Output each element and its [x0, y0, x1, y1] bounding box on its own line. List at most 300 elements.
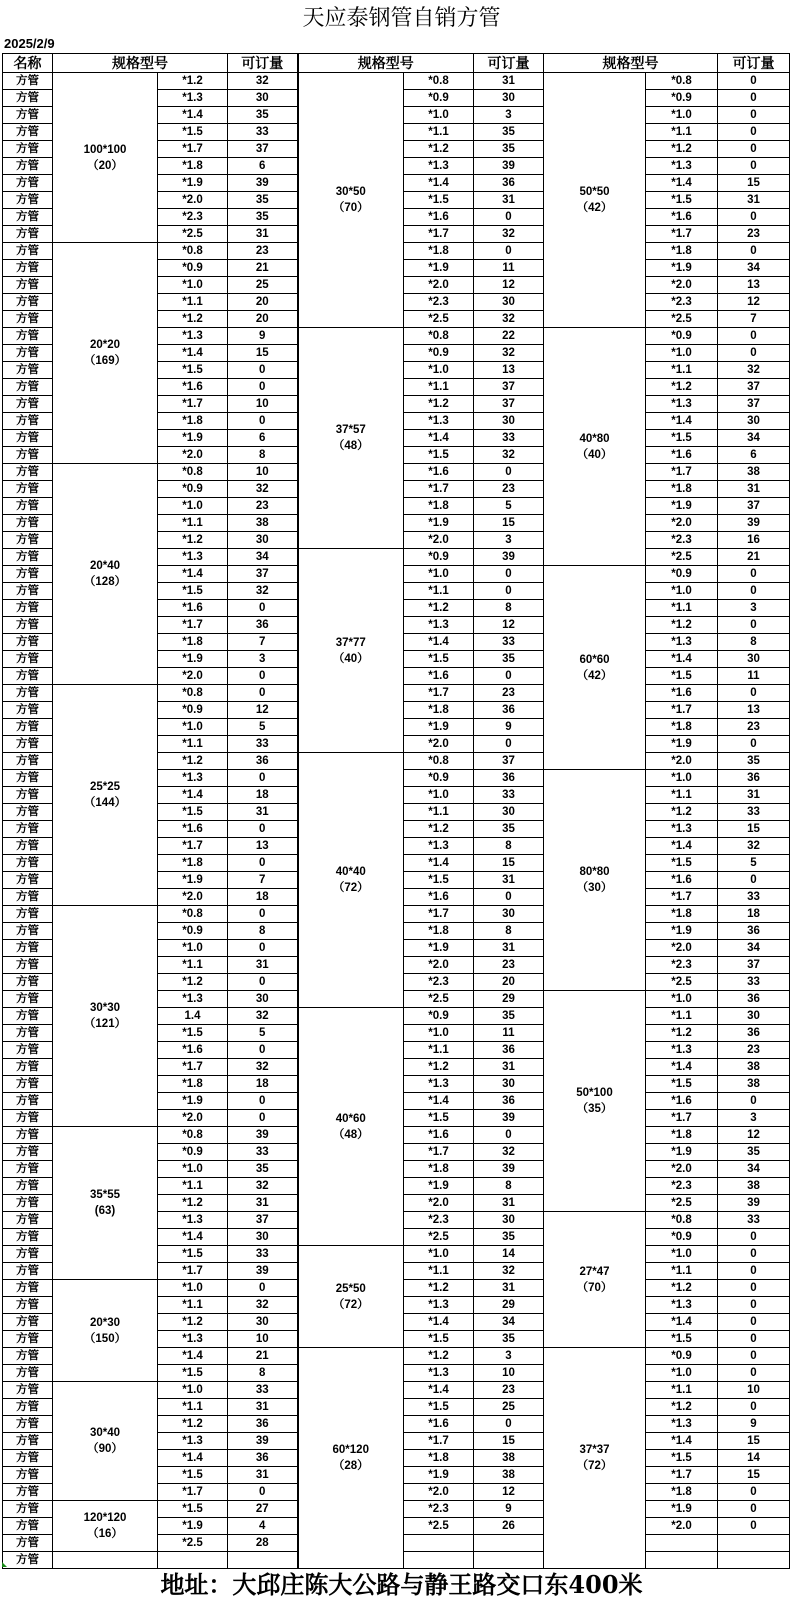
quantity-cell: 30: [474, 906, 544, 923]
thickness-cell: *1.1: [646, 1263, 718, 1280]
quantity-cell: 36: [228, 617, 298, 634]
thickness-cell: *0.8: [158, 906, 228, 923]
quantity-cell: 37: [474, 396, 544, 413]
thickness-cell: *1.0: [404, 1025, 474, 1042]
quantity-cell: 32: [228, 1059, 298, 1076]
spec-total: （48）: [332, 440, 369, 452]
product-name-cell: 方管: [3, 617, 53, 634]
quantity-cell: 0: [228, 1093, 298, 1110]
quantity-cell: 10: [228, 396, 298, 413]
header-name: 名称: [3, 54, 53, 73]
quantity-cell: 7: [718, 311, 790, 328]
thickness-cell: *2.0: [158, 668, 228, 685]
thickness-cell: *1.4: [158, 787, 228, 804]
thickness-cell: *1.8: [404, 702, 474, 719]
quantity-cell: [718, 1535, 790, 1552]
header-row: [3, 54, 790, 73]
quantity-cell: 8: [228, 447, 298, 464]
spec-size: 100*100: [83, 143, 127, 156]
quantity-cell: 30: [718, 413, 790, 430]
thickness-cell: *1.5: [158, 1467, 228, 1484]
product-name-cell: 方管: [3, 1093, 53, 1110]
spec-size: 80*80: [579, 866, 610, 878]
thickness-cell: *2.0: [158, 192, 228, 209]
quantity-cell: 0: [474, 1416, 544, 1433]
spec-size: 40*40: [335, 866, 366, 878]
thickness-cell: *1.7: [158, 141, 228, 158]
thickness-cell: *1.4: [646, 413, 718, 430]
quantity-cell: 8: [474, 1178, 544, 1195]
quantity-cell: 8: [228, 923, 298, 940]
product-name-cell: 方管: [3, 532, 53, 549]
spec-size: 25*50: [335, 1282, 366, 1295]
thickness-cell: *1.1: [404, 1263, 474, 1280]
quantity-cell: 3: [718, 1110, 790, 1127]
thickness-cell: *1.5: [158, 1025, 228, 1042]
spec-group-cell: [544, 991, 646, 1212]
thickness-cell: *1.1: [646, 1008, 718, 1025]
spec-total: （169）: [83, 355, 127, 367]
thickness-cell: *2.3: [646, 532, 718, 549]
quantity-cell: 21: [228, 260, 298, 277]
thickness-cell: *1.6: [646, 447, 718, 464]
thickness-cell: *1.4: [158, 1229, 228, 1246]
product-name-cell: 方管: [3, 549, 53, 566]
thickness-cell: *0.8: [646, 73, 718, 90]
quantity-cell: 33: [718, 1212, 790, 1229]
thickness-cell: *1.1: [158, 515, 228, 532]
quantity-cell: 0: [474, 1127, 544, 1144]
thickness-cell: *1.2: [404, 1280, 474, 1297]
quantity-cell: 33: [718, 974, 790, 991]
spec-group-cell: [53, 73, 158, 243]
quantity-cell: 9: [718, 1416, 790, 1433]
quantity-cell: 23: [474, 481, 544, 498]
product-name-cell: 方管: [3, 1297, 53, 1314]
quantity-cell: 21: [718, 549, 790, 566]
quantity-cell: 31: [474, 1195, 544, 1212]
quantity-cell: 0: [228, 855, 298, 872]
quantity-cell: 0: [228, 379, 298, 396]
quantity-cell: 0: [718, 73, 790, 90]
spec-total: （16）: [87, 1528, 123, 1540]
quantity-cell: 18: [718, 906, 790, 923]
thickness-cell: *2.0: [158, 889, 228, 906]
quantity-cell: 31: [474, 192, 544, 209]
quantity-cell: 0: [718, 90, 790, 107]
thickness-cell: *1.7: [158, 617, 228, 634]
spec-total: （28）: [332, 1460, 369, 1472]
thickness-cell: *1.3: [404, 1365, 474, 1382]
thickness-cell: *1.5: [158, 1246, 228, 1263]
thickness-cell: *1.3: [158, 328, 228, 345]
product-name-cell: 方管: [3, 1552, 53, 1569]
thickness-cell: *1.0: [158, 719, 228, 736]
quantity-cell: 11: [718, 668, 790, 685]
thickness-cell: *1.0: [158, 1382, 228, 1399]
thickness-cell: *1.9: [404, 1467, 474, 1484]
product-name-cell: 方管: [3, 1518, 53, 1535]
thickness-cell: *1.9: [646, 260, 718, 277]
quantity-cell: 33: [228, 124, 298, 141]
quantity-cell: 0: [228, 413, 298, 430]
thickness-cell: *1.9: [404, 260, 474, 277]
quantity-cell: 35: [718, 753, 790, 770]
product-name-cell: 方管: [3, 1246, 53, 1263]
quantity-cell: 38: [718, 1076, 790, 1093]
thickness-cell: *1.1: [404, 583, 474, 600]
product-name-cell: 方管: [3, 838, 53, 855]
quantity-cell: 33: [228, 1144, 298, 1161]
quantity-cell: 31: [718, 192, 790, 209]
thickness-cell: *2.0: [646, 1518, 718, 1535]
quantity-cell: 23: [228, 498, 298, 515]
quantity-cell: 9: [474, 719, 544, 736]
product-name-cell: 方管: [3, 1348, 53, 1365]
thickness-cell: *1.4: [646, 1059, 718, 1076]
thickness-cell: *1.9: [646, 1144, 718, 1161]
quantity-cell: 0: [228, 1280, 298, 1297]
quantity-cell: 35: [228, 192, 298, 209]
quantity-cell: 0: [718, 345, 790, 362]
thickness-cell: *1.7: [646, 702, 718, 719]
product-name-cell: 方管: [3, 668, 53, 685]
thickness-cell: *1.1: [646, 787, 718, 804]
thickness-cell: *1.9: [158, 1093, 228, 1110]
quantity-cell: 36: [718, 1025, 790, 1042]
spec-total: （128）: [83, 576, 127, 588]
quantity-cell: 0: [718, 1399, 790, 1416]
quantity-cell: 33: [718, 804, 790, 821]
quantity-cell: 35: [228, 209, 298, 226]
thickness-cell: *1.2: [158, 974, 228, 991]
quantity-cell: 38: [228, 515, 298, 532]
quantity-cell: 10: [228, 1331, 298, 1348]
thickness-cell: *1.0: [646, 991, 718, 1008]
thickness-cell: *1.9: [646, 498, 718, 515]
spec-group-cell: [298, 328, 404, 549]
thickness-cell: *1.5: [158, 804, 228, 821]
thickness-cell: *2.5: [404, 311, 474, 328]
product-name-cell: 方管: [3, 566, 53, 583]
quantity-cell: 0: [718, 1280, 790, 1297]
thickness-cell: *1.7: [646, 226, 718, 243]
thickness-cell: *1.6: [646, 1093, 718, 1110]
thickness-cell: *2.3: [646, 1178, 718, 1195]
quantity-cell: 0: [718, 1518, 790, 1535]
quantity-cell: 0: [474, 243, 544, 260]
quantity-cell: 32: [228, 583, 298, 600]
thickness-cell: *0.9: [158, 923, 228, 940]
product-name-cell: 方管: [3, 1212, 53, 1229]
thickness-cell: *2.5: [158, 1535, 228, 1552]
quantity-cell: 20: [228, 294, 298, 311]
thickness-cell: *1.7: [404, 1433, 474, 1450]
quantity-cell: 0: [718, 872, 790, 889]
thickness-cell: *1.0: [646, 1365, 718, 1382]
thickness-cell: *1.5: [404, 1331, 474, 1348]
product-name-cell: 方管: [3, 243, 53, 260]
thickness-cell: *2.0: [158, 447, 228, 464]
thickness-cell: *1.6: [158, 379, 228, 396]
quantity-cell: 34: [718, 1161, 790, 1178]
quantity-cell: 0: [718, 1263, 790, 1280]
quantity-cell: 35: [474, 1331, 544, 1348]
thickness-cell: *1.1: [158, 1178, 228, 1195]
quantity-cell: 23: [474, 1382, 544, 1399]
quantity-cell: 37: [718, 498, 790, 515]
thickness-cell: *1.0: [404, 107, 474, 124]
spec-total: （40）: [576, 448, 613, 461]
spec-group-cell: [53, 1382, 158, 1501]
spec-size: 30*40: [89, 1427, 121, 1439]
spec-group-cell: [544, 1212, 646, 1348]
quantity-cell: 32: [228, 481, 298, 498]
quantity-cell: [474, 1552, 544, 1569]
quantity-cell: 7: [228, 634, 298, 651]
thickness-cell: *1.2: [646, 617, 718, 634]
product-name-cell: 方管: [3, 974, 53, 991]
product-name-cell: 方管: [3, 107, 53, 124]
quantity-cell: 3: [474, 532, 544, 549]
quantity-cell: 25: [474, 1399, 544, 1416]
quantity-cell: 15: [718, 821, 790, 838]
thickness-cell: *2.5: [404, 1518, 474, 1535]
product-name-cell: 方管: [3, 685, 53, 702]
spec-group-cell: [53, 685, 158, 906]
quantity-cell: 37: [228, 566, 298, 583]
product-name-cell: 方管: [3, 209, 53, 226]
product-name-cell: 方管: [3, 1059, 53, 1076]
thickness-cell: *1.2: [646, 379, 718, 396]
thickness-cell: *1.6: [404, 464, 474, 481]
quantity-cell: 32: [474, 1263, 544, 1280]
product-name-cell: 方管: [3, 736, 53, 753]
quantity-cell: 13: [718, 277, 790, 294]
quantity-cell: 11: [474, 260, 544, 277]
cell-corner-marker: [2, 1562, 7, 1567]
quantity-cell: 23: [718, 719, 790, 736]
thickness-cell: *1.0: [646, 583, 718, 600]
page-title: 天应泰钢管自销方管: [302, 6, 501, 31]
quantity-cell: 33: [228, 736, 298, 753]
quantity-cell: 32: [228, 1008, 298, 1025]
thickness-cell: *1.9: [646, 736, 718, 753]
product-name-cell: 方管: [3, 1535, 53, 1552]
quantity-cell: 32: [718, 838, 790, 855]
thickness-cell: *1.0: [158, 940, 228, 957]
thickness-cell: *1.4: [646, 1433, 718, 1450]
thickness-cell: *1.8: [646, 481, 718, 498]
thickness-cell: *0.8: [158, 685, 228, 702]
thickness-cell: *1.1: [404, 804, 474, 821]
quantity-cell: 31: [474, 1059, 544, 1076]
thickness-cell: *1.0: [158, 277, 228, 294]
quantity-cell: 0: [718, 1314, 790, 1331]
quantity-cell: 30: [474, 294, 544, 311]
thickness-cell: *1.7: [404, 226, 474, 243]
quantity-cell: 0: [718, 1246, 790, 1263]
quantity-cell: 35: [718, 1144, 790, 1161]
thickness-cell: *1.2: [646, 804, 718, 821]
list-date: 2025/2/9: [4, 36, 55, 51]
quantity-cell: 20: [228, 311, 298, 328]
product-name-cell: 方管: [3, 1127, 53, 1144]
spec-size: 50*100: [576, 1087, 613, 1099]
product-name-cell: 方管: [3, 600, 53, 617]
thickness-cell: *2.0: [646, 515, 718, 532]
quantity-cell: 25: [228, 277, 298, 294]
thickness-cell: *1.4: [404, 1314, 474, 1331]
thickness-cell: *1.1: [646, 362, 718, 379]
quantity-cell: 12: [228, 702, 298, 719]
spec-total: （72）: [576, 1460, 613, 1472]
quantity-cell: 13: [228, 838, 298, 855]
thickness-cell: *1.2: [646, 1399, 718, 1416]
thickness-cell: *1.3: [404, 1076, 474, 1093]
quantity-cell: 0: [718, 243, 790, 260]
product-name-cell: 方管: [3, 991, 53, 1008]
thickness-cell: *1.5: [404, 1110, 474, 1127]
quantity-cell: 0: [718, 209, 790, 226]
thickness-cell: *2.3: [404, 1212, 474, 1229]
thickness-cell: *1.9: [158, 872, 228, 889]
product-name-cell: 方管: [3, 498, 53, 515]
quantity-cell: 31: [718, 481, 790, 498]
thickness-cell: *0.8: [158, 464, 228, 481]
product-name-cell: 方管: [3, 702, 53, 719]
thickness-cell: *1.3: [158, 90, 228, 107]
thickness-cell: *0.8: [646, 1212, 718, 1229]
quantity-cell: 16: [718, 532, 790, 549]
product-name-cell: 方管: [3, 260, 53, 277]
thickness-cell: *1.5: [646, 1331, 718, 1348]
thickness-cell: *1.1: [158, 957, 228, 974]
product-name-cell: 方管: [3, 277, 53, 294]
quantity-cell: 31: [474, 1280, 544, 1297]
quantity-cell: 18: [228, 889, 298, 906]
spec-size: 37*57: [335, 424, 366, 436]
thickness-cell: *1.3: [404, 1297, 474, 1314]
quantity-cell: 30: [718, 651, 790, 668]
quantity-cell: 8: [718, 634, 790, 651]
spec-total: （70）: [576, 1281, 613, 1294]
quantity-cell: 37: [474, 753, 544, 770]
thickness-cell: *1.7: [404, 481, 474, 498]
thickness-cell: *0.9: [158, 481, 228, 498]
quantity-cell: 8: [474, 600, 544, 617]
quantity-cell: 0: [718, 1331, 790, 1348]
quantity-cell: 34: [718, 940, 790, 957]
spec-group-cell: [298, 549, 404, 753]
quantity-cell: 0: [718, 107, 790, 124]
product-name-cell: 方管: [3, 1110, 53, 1127]
spec-group-cell: [298, 1348, 404, 1569]
quantity-cell: 0: [474, 464, 544, 481]
product-name-cell: 方管: [3, 430, 53, 447]
quantity-cell: 5: [228, 719, 298, 736]
quantity-cell: 30: [718, 1008, 790, 1025]
spec-group-cell: [544, 566, 646, 770]
product-name-cell: 方管: [3, 906, 53, 923]
thickness-cell: *1.2: [404, 1348, 474, 1365]
thickness-cell: *2.5: [404, 991, 474, 1008]
quantity-cell: 32: [474, 226, 544, 243]
thickness-cell: *1.2: [404, 396, 474, 413]
thickness-cell: *1.5: [404, 1399, 474, 1416]
spec-group-cell: [53, 464, 158, 685]
quantity-cell: 31: [474, 73, 544, 90]
thickness-cell: *1.6: [404, 1127, 474, 1144]
quantity-cell: 15: [474, 855, 544, 872]
thickness-cell: [158, 1552, 228, 1569]
thickness-cell: *1.4: [646, 651, 718, 668]
product-name-cell: 方管: [3, 379, 53, 396]
thickness-cell: *1.2: [158, 753, 228, 770]
spec-total: （48）: [332, 1128, 369, 1141]
spec-total: （42）: [576, 202, 613, 214]
thickness-cell: *2.3: [404, 974, 474, 991]
quantity-cell: 32: [474, 311, 544, 328]
thickness-cell: *2.3: [404, 294, 474, 311]
quantity-cell: 6: [718, 447, 790, 464]
quantity-cell: 36: [474, 1042, 544, 1059]
header-qty: 可订量: [718, 54, 790, 73]
thickness-cell: *1.7: [646, 889, 718, 906]
spec-total: （144）: [83, 797, 127, 809]
thickness-cell: *0.8: [404, 328, 474, 345]
thickness-cell: *1.3: [158, 549, 228, 566]
thickness-cell: *1.7: [646, 1110, 718, 1127]
quantity-cell: 33: [474, 787, 544, 804]
thickness-cell: *1.0: [158, 1161, 228, 1178]
thickness-cell: *1.0: [646, 345, 718, 362]
spec-total: （121）: [83, 1018, 127, 1030]
thickness-cell: *0.9: [158, 702, 228, 719]
thickness-cell: *1.9: [158, 175, 228, 192]
thickness-cell: *1.3: [646, 821, 718, 838]
spec-group-cell: [53, 1501, 158, 1552]
spec-group-cell: [53, 1127, 158, 1280]
quantity-cell: 8: [228, 1365, 298, 1382]
quantity-cell: 31: [228, 804, 298, 821]
spec-size: 37*37: [579, 1444, 610, 1456]
quantity-cell: 4: [228, 1518, 298, 1535]
product-name-cell: 方管: [3, 821, 53, 838]
product-name-cell: 方管: [3, 787, 53, 804]
thickness-cell: *1.0: [646, 107, 718, 124]
thickness-cell: *1.5: [404, 447, 474, 464]
spec-total: （72）: [332, 882, 369, 894]
quantity-cell: 15: [474, 515, 544, 532]
quantity-cell: 39: [228, 1263, 298, 1280]
thickness-cell: *1.2: [404, 141, 474, 158]
thickness-cell: *1.5: [646, 1450, 718, 1467]
product-name-cell: 方管: [3, 1229, 53, 1246]
quantity-cell: 39: [228, 1127, 298, 1144]
product-name-cell: 方管: [3, 1280, 53, 1297]
spec-group-cell: [53, 1552, 158, 1569]
quantity-cell: 38: [718, 464, 790, 481]
quantity-cell: 33: [228, 1382, 298, 1399]
product-name-cell: 方管: [3, 1433, 53, 1450]
quantity-cell: 30: [228, 1314, 298, 1331]
quantity-cell: 34: [474, 1314, 544, 1331]
thickness-cell: *0.9: [404, 549, 474, 566]
quantity-cell: 0: [228, 940, 298, 957]
thickness-cell: *1.1: [646, 1382, 718, 1399]
thickness-cell: *0.9: [646, 566, 718, 583]
